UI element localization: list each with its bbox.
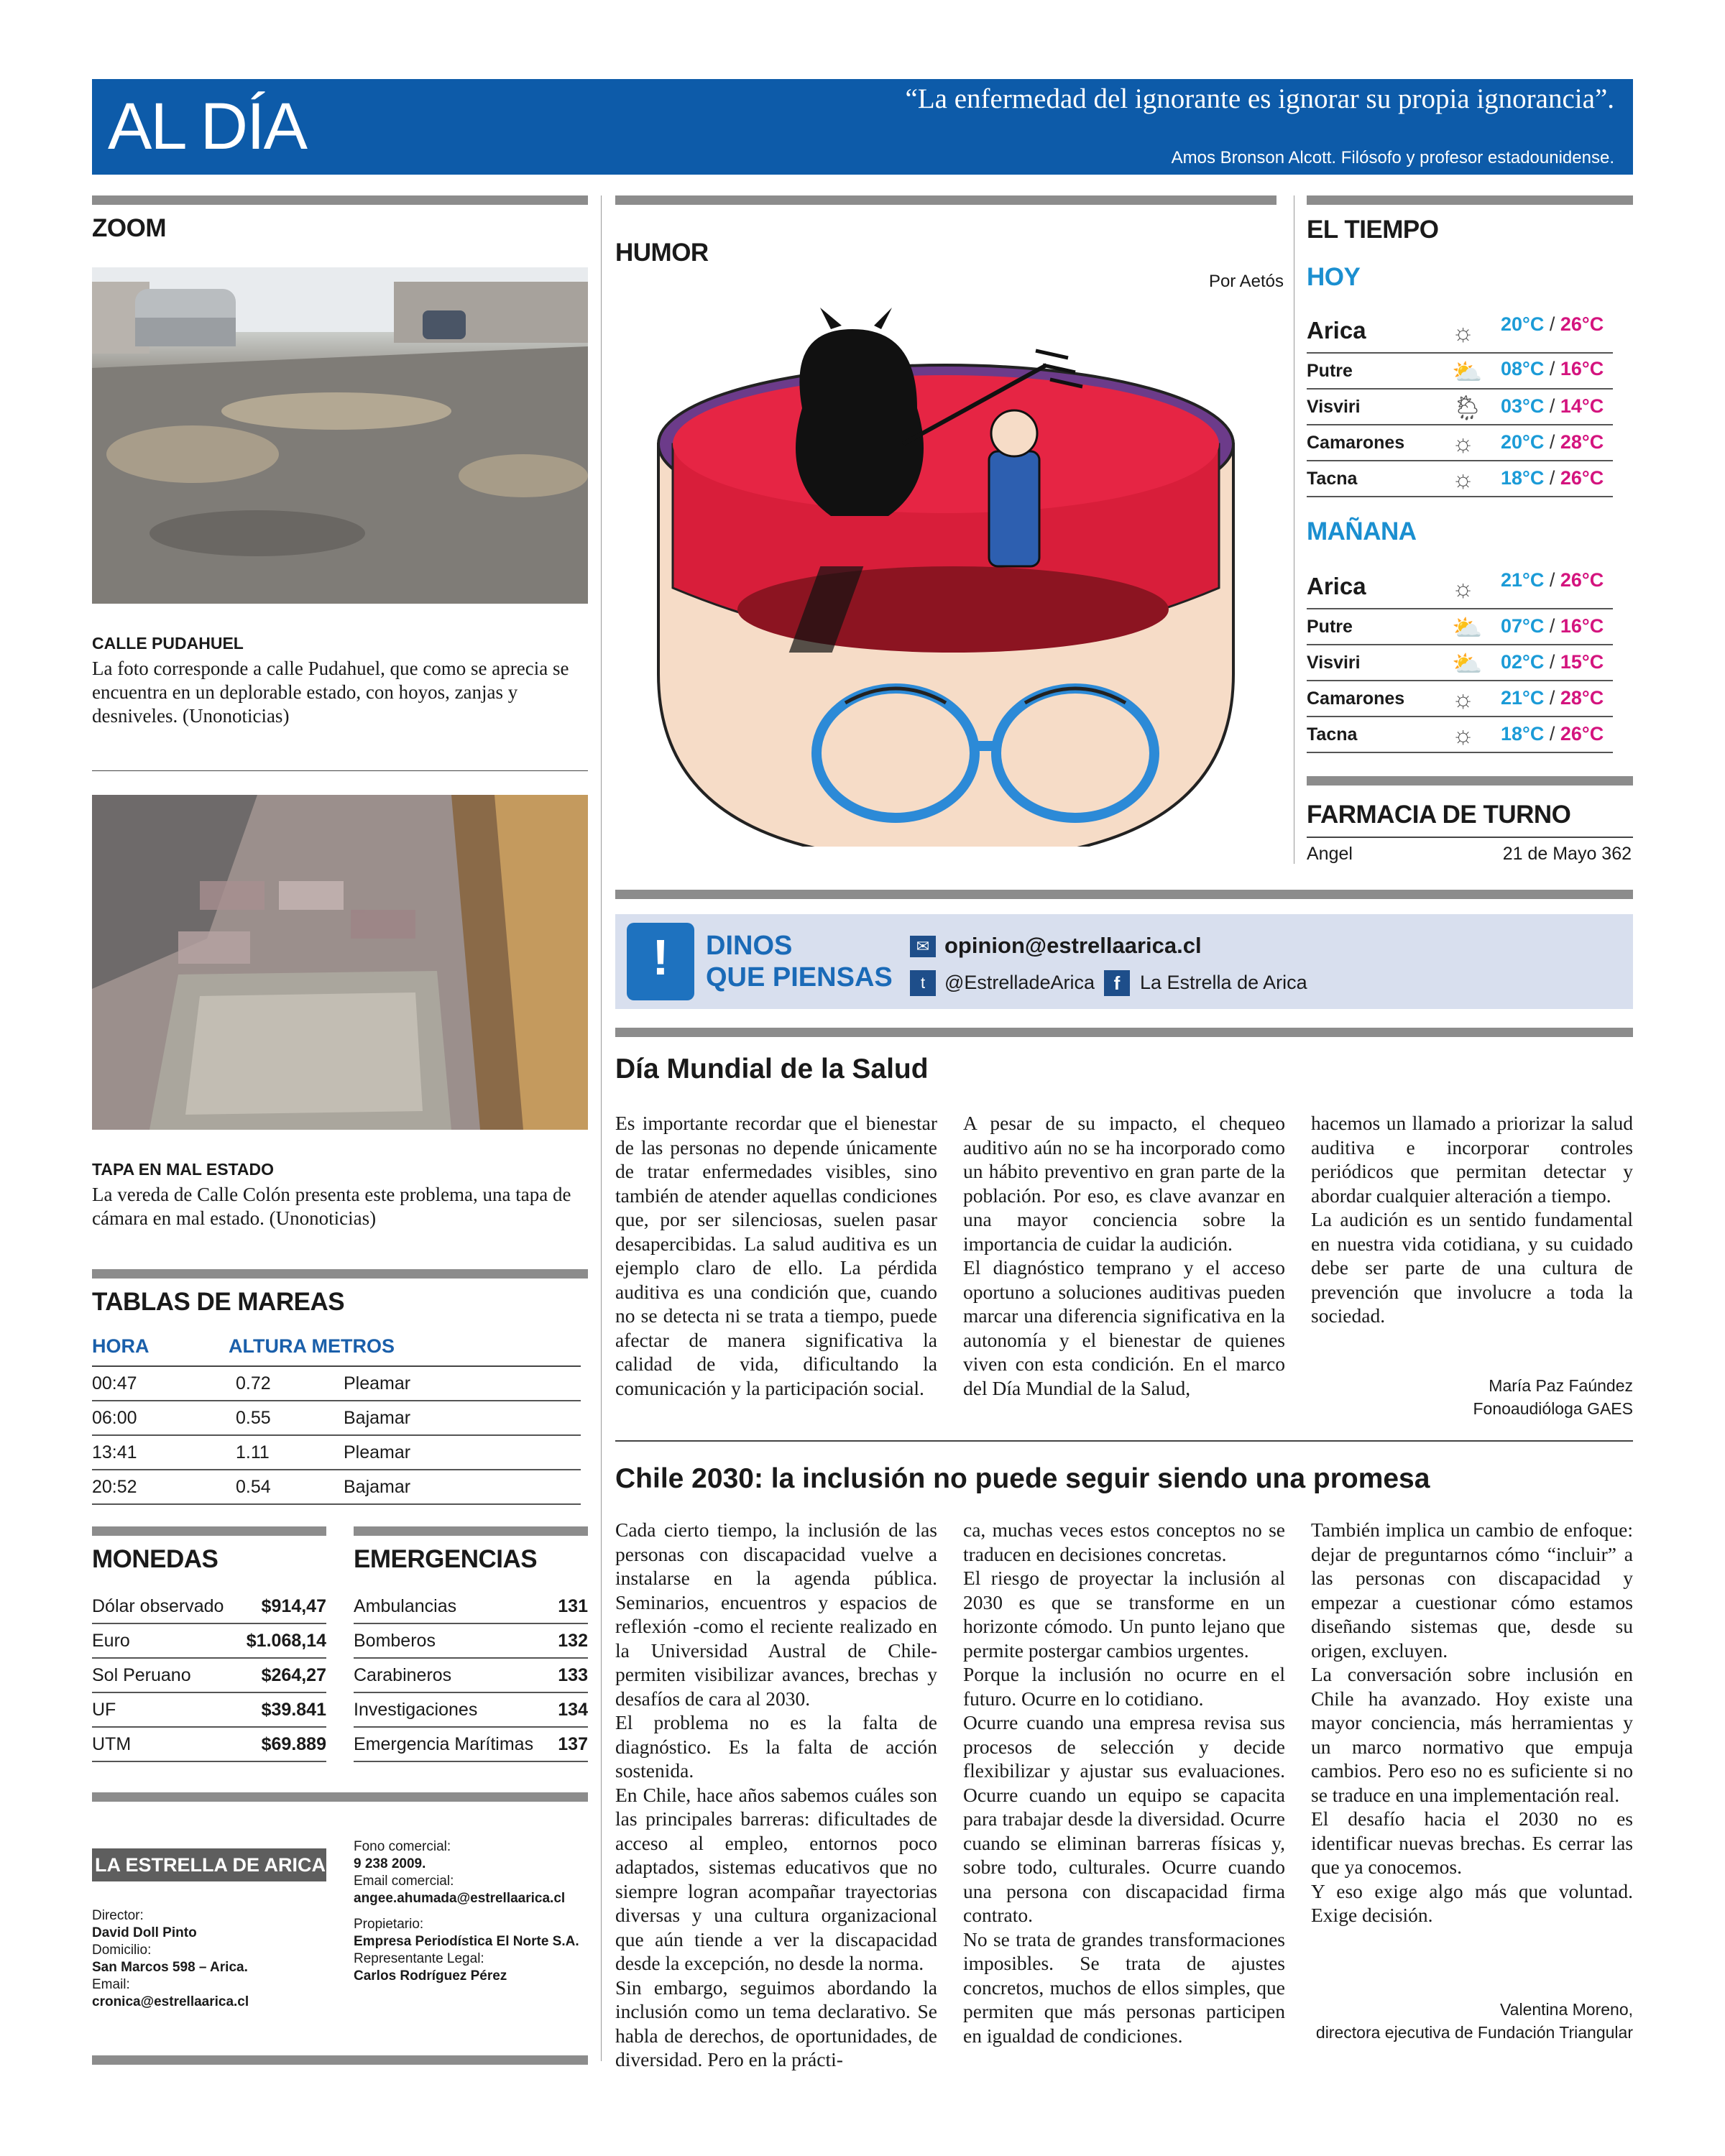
- weather-city: Arica: [1307, 317, 1366, 344]
- weather-city: Camarones: [1307, 432, 1405, 453]
- fono: 9 238 2009.: [354, 1856, 426, 1871]
- divider: [615, 1440, 1633, 1442]
- quote-author: Amos Bronson Alcott. Filósofo y profesor estadounidense.: [1171, 148, 1614, 167]
- weather-city: Arica: [1307, 573, 1366, 599]
- paragraph: También implica un cambio de enfoque: dejar de preguntarnos cómo “incluir” a las personas con discapacidad y empezar a cuestionar cómo estamos diseñando sistemas que, desde su origen, excluyen.: [1311, 1519, 1633, 1662]
- sun-icon: ☼: [1452, 722, 1475, 749]
- weather-city: Camarones: [1307, 688, 1405, 709]
- label: Propietario:: [354, 1917, 424, 1932]
- emergency-number: 137: [558, 1733, 588, 1754]
- currency-name: UF: [92, 1699, 116, 1720]
- partly-cloudy-icon: ⛅: [1452, 359, 1483, 386]
- weather-city: Visviri: [1307, 396, 1361, 417]
- section-title: AL DÍA: [108, 90, 307, 163]
- director: David Doll Pinto: [92, 1925, 197, 1940]
- article-signature: [1311, 1374, 1633, 1420]
- tide-time: 06:00: [92, 1407, 137, 1428]
- sun-icon: ☼: [1452, 319, 1475, 346]
- currency-value: $264,27: [261, 1664, 326, 1685]
- currency-value: $39.841: [261, 1699, 326, 1720]
- emergency-name: Ambulancias: [354, 1595, 457, 1616]
- tide-time: 13:41: [92, 1442, 137, 1462]
- tides-title: TABLAS DE MAREAS: [92, 1288, 345, 1316]
- exclamation-icon: !: [627, 923, 694, 1000]
- paragraph: En Chile, hace años sabemos cuáles son las principales barreras: dificultades de acceso al empleo, entornos poco adaptados, sistemas educativos que no siempre logran acompañar trayectorias diversas y una cultura organizacional que aún tiende a ver la discapacidad desde la excepción, no desde la norma.: [615, 1783, 937, 1974]
- temp-range: 07°C / 16°C: [1501, 615, 1604, 637]
- temp-range: 20°C / 26°C: [1501, 313, 1604, 335]
- tides-col-hora: HORA: [92, 1335, 150, 1357]
- currency-name: Euro: [92, 1630, 130, 1651]
- contact-label-line: DINOS: [706, 931, 793, 961]
- header-quote: “La enfermedad del ignorante es ignorar su propia ignorancia”.: [905, 83, 1614, 114]
- masthead-left: [92, 1907, 329, 2011]
- article-title: Día Mundial de la Salud: [615, 1054, 929, 1084]
- paragraph: Es importante recordar que el bienestar de las personas no depende únicamente de tratar enfermedades visibles, sino también de atender aquellas condiciones que, por ser silenciosas, suelen pasar desapercibidas. La salud auditiva es un ejemplo claro de ello. La pérdida auditiva es una condición que, cuando no se detecta ni se trata a tiempo, puede afectar de manera significativa la calidad de vida, dificultando la comunicación y la participación social.: [615, 1112, 937, 1399]
- emergency-row: [354, 1728, 588, 1762]
- paragraph: Y eso exige algo más que voluntad. Exige decisión.: [1311, 1879, 1633, 1926]
- propietario: Empresa Periodística El Norte S.A.: [354, 1934, 579, 1949]
- temp-range: 21°C / 26°C: [1501, 569, 1604, 591]
- weather-city: Visviri: [1307, 652, 1361, 673]
- weather-title: EL TIEMPO: [1307, 216, 1439, 244]
- article-column: [615, 1518, 937, 2072]
- label: Email:: [92, 1977, 130, 1992]
- article-column: [1311, 1111, 1633, 1328]
- sun-icon: ☼: [1452, 466, 1475, 493]
- author-name: Valentina Moreno,: [1500, 2000, 1633, 2019]
- tide-type: Bajamar: [344, 1407, 411, 1428]
- facebook-icon: f: [1104, 970, 1130, 996]
- contact-twitter[interactable]: @EstrelladeArica: [944, 972, 1095, 993]
- article-title: Chile 2030: la inclusión no puede seguir siendo una promesa: [615, 1463, 1430, 1494]
- humor-title: HUMOR: [615, 239, 709, 267]
- tide-time: 00:47: [92, 1373, 137, 1393]
- label: Representante Legal:: [354, 1951, 484, 1966]
- article-signature: [1311, 1998, 1633, 2044]
- sun-icon: ☼: [1452, 430, 1475, 457]
- emergency-number: 131: [558, 1595, 588, 1616]
- contact-email[interactable]: opinion@estrellaarica.cl: [944, 933, 1202, 958]
- emergencies-title: EMERGENCIAS: [354, 1545, 538, 1573]
- article-column: [963, 1111, 1285, 1400]
- weather-tomorrow-label: MAÑANA: [1307, 517, 1417, 545]
- currency-name: UTM: [92, 1733, 132, 1754]
- currency-value: $1.068,14: [246, 1630, 326, 1651]
- caption-text: La foto corresponde a calle Pudahuel, que como se aprecia se encuentra en un deplorable estado, con hoyos, zanjas y desniveles. (Unonoticias): [92, 658, 569, 727]
- paragraph: La conversación sobre inclusión en Chile ha avanzado. Hoy existe una mayor conciencia, más herramientas y un marco normativo que empuja cambios. Pero eso no es suficiente si no se traduce en una implementación real.: [1311, 1663, 1633, 1806]
- emergency-row: [354, 1659, 588, 1693]
- tide-type: Bajamar: [344, 1476, 411, 1497]
- temp-range: 18°C / 26°C: [1501, 723, 1604, 745]
- divider-bar: [92, 1526, 326, 1536]
- sun-icon: ☼: [1452, 575, 1475, 602]
- paragraph: Porque la inclusión no ocurre en el futuro. Ocurre en lo cotidiano.: [963, 1663, 1285, 1710]
- rain-sun-icon: 🌦︎: [1452, 395, 1484, 422]
- article-column: [963, 1518, 1285, 2047]
- caption-text: La vereda de Calle Colón presenta este problema, una tapa de cámara en mal estado. (Unonoticias): [92, 1184, 571, 1229]
- tide-type: Pleamar: [344, 1373, 411, 1393]
- contact-label: [706, 930, 893, 993]
- emergency-name: Emergencia Marítimas: [354, 1733, 534, 1754]
- tide-height: 0.72: [236, 1373, 271, 1393]
- temp-range: 21°C / 28°C: [1501, 687, 1604, 709]
- emergency-row: [354, 1590, 588, 1624]
- tide-row: [92, 1401, 581, 1436]
- paragraph: El diagnóstico temprano y el acceso oportuno a soluciones auditivas pueden marcar una diferencia significativa en la autonomía y el bienestar de quienes viven con esta condición. En el marco del Día Mundial de la Salud,: [963, 1256, 1285, 1399]
- currency-name: Dólar observado: [92, 1595, 224, 1616]
- tide-row: [92, 1367, 581, 1401]
- paragraph: Ocurre cuando una empresa revisa sus procesos de selección y decide flexibilizar y ajustar sus evaluaciones. Ocurre cuando un equipo se capacita para trabajar desde la diversidad. Ocurre cuando se eliminan barreras físicas y, sobre todo, culturales. Ocurre cuando una persona con discapacidad firma contrato.: [963, 1711, 1285, 1926]
- masthead-right: [354, 1838, 591, 1985]
- tide-row: [92, 1470, 581, 1505]
- pharmacy-name: Angel: [1307, 844, 1353, 864]
- divider-bar: [354, 1526, 588, 1536]
- divider-bar: [92, 1269, 588, 1279]
- paragraph: No se trata de grandes transformaciones imposibles. Se trata de ajustes concretos, muchos de ellos simples, que permiten que más personas participen en igualdad de condiciones.: [963, 1927, 1285, 2047]
- tides-col-altura: ALTURA METROS: [229, 1335, 395, 1357]
- emergency-name: Investigaciones: [354, 1699, 478, 1720]
- emergency-number: 132: [558, 1630, 588, 1651]
- weather-today-label: HOY: [1307, 263, 1361, 291]
- currency-row: [92, 1728, 326, 1762]
- temp-range: 03°C / 14°C: [1501, 395, 1604, 417]
- divider-bar: [1307, 776, 1633, 786]
- photo-tapa-mal-estado: [92, 795, 588, 1130]
- article-column: [615, 1111, 937, 1400]
- tide-row: [92, 1436, 581, 1470]
- temp-range: 18°C / 26°C: [1501, 467, 1604, 489]
- currency-row: [92, 1693, 326, 1728]
- logo-text: LA ESTRELLA DE: [95, 1854, 264, 1876]
- label: Domicilio:: [92, 1943, 152, 1958]
- weather-city: Tacna: [1307, 724, 1358, 745]
- weather-city: Putre: [1307, 360, 1353, 381]
- tide-height: 0.55: [236, 1407, 271, 1428]
- currencies-title: MONEDAS: [92, 1545, 218, 1573]
- logo-text: ARICA: [264, 1854, 326, 1876]
- currency-value: $69.889: [261, 1733, 326, 1754]
- representante: Carlos Rodríguez Pérez: [354, 1968, 507, 1984]
- paragraph: Sin embargo, seguimos abordando la inclusión como un tema declarativo. Se habla de derechos, de oportunidades, de diversidad. Pero en la prácti-: [615, 1976, 937, 2070]
- label: Email comercial:: [354, 1874, 454, 1889]
- contact-label-line: QUE PIENSAS: [706, 962, 893, 992]
- caption-heading: CALLE PUDAHUEL: [92, 634, 244, 653]
- paragraph: Cada cierto tiempo, la inclusión de las personas con discapacidad vuelve a instalarse en la agenda pública. Seminarios, encuentros y espacios de reflexión -como el reciente realizado en la Universidad Austral de Chile- permiten visibilizar avances, brechas y desafíos de cara al 2030.: [615, 1519, 937, 1710]
- zoom-title: ZOOM: [92, 214, 166, 242]
- currency-value: $914,47: [261, 1595, 326, 1616]
- email-comercial: angee.ahumada@estrellaarica.cl: [354, 1891, 566, 1906]
- divider-bar: [615, 890, 1633, 899]
- emergency-number: 134: [558, 1699, 588, 1720]
- humor-cartoon: [615, 300, 1276, 847]
- contact-facebook[interactable]: La Estrella de Arica: [1140, 972, 1307, 993]
- contact-banner: [615, 914, 1633, 1009]
- author-role: Fonoaudióloga GAES: [1473, 1399, 1633, 1418]
- currency-row: [92, 1624, 326, 1659]
- article-column: [1311, 1518, 1633, 1927]
- twitter-icon: t: [910, 970, 936, 996]
- paragraph: A pesar de su impacto, el chequeo auditivo aún no se ha incorporado como un hábito preventivo en gran parte de la población. Por eso, es clave avanzar en una mayor conciencia sobre la importancia de cuidar la audición.: [963, 1112, 1285, 1255]
- temp-range: 02°C / 15°C: [1501, 651, 1604, 673]
- paragraph: El problema no es la falta de diagnóstico. Es la falta de acción sostenida.: [615, 1711, 937, 1782]
- partly-cloudy-icon: ⛅: [1452, 614, 1483, 642]
- temp-range: 20°C / 28°C: [1501, 431, 1604, 453]
- divider: [92, 770, 588, 771]
- divider-bar: [92, 1792, 588, 1802]
- emergency-name: Bomberos: [354, 1630, 436, 1651]
- paragraph: La audición es un sentido fundamental en nuestra vida cotidiana, y su cuidado debe ser parte de una cultura de prevención que involucre a toda la sociedad.: [1311, 1208, 1633, 1327]
- currency-name: Sol Peruano: [92, 1664, 191, 1685]
- photo-calle-pudahuel: [92, 267, 588, 604]
- label: Fono comercial:: [354, 1839, 451, 1854]
- email-icon: ✉: [910, 936, 936, 957]
- emergency-number: 133: [558, 1664, 588, 1685]
- currency-row: [92, 1590, 326, 1624]
- divider: [1307, 837, 1633, 838]
- temp-range: 08°C / 16°C: [1501, 358, 1604, 379]
- divider-bar: [1307, 195, 1633, 205]
- paragraph: ca, muchas veces estos conceptos no se traducen en decisiones concretas.: [963, 1519, 1285, 1565]
- tide-height: 1.11: [236, 1442, 270, 1462]
- tide-type: Pleamar: [344, 1442, 411, 1462]
- tide-height: 0.54: [236, 1476, 271, 1497]
- author-role: directora ejecutiva de Fundación Triangular: [1315, 2023, 1633, 2042]
- emergency-row: [354, 1693, 588, 1728]
- caption-heading: TAPA EN MAL ESTADO: [92, 1160, 274, 1179]
- column-rule: [601, 195, 602, 2061]
- paragraph: El riesgo de proyectar la inclusión al 2030 es que se transforme en un horizonte cómodo. Un punto lejano que permite postergar cambios urgentes.: [963, 1567, 1285, 1662]
- domicilio: San Marcos 598 – Arica.: [92, 1960, 248, 1975]
- pharmacy-title: FARMACIA DE TURNO: [1307, 801, 1571, 829]
- divider-bar: [92, 2055, 588, 2065]
- emergency-name: Carabineros: [354, 1664, 452, 1685]
- author-name: María Paz Faúndez: [1489, 1376, 1633, 1395]
- weather-city: Putre: [1307, 616, 1353, 637]
- email: cronica@estrellaarica.cl: [92, 1994, 249, 2009]
- partly-cloudy-icon: ⛅: [1452, 650, 1483, 678]
- emergency-row: [354, 1624, 588, 1659]
- divider-bar: [615, 1028, 1633, 1037]
- paragraph: hacemos un llamado a priorizar la salud auditiva e incorporar controles periódicos que permitan detectar y abordar cualquier alteración a tiempo.: [1311, 1112, 1633, 1207]
- cartoon-credit: Por Aetós: [1208, 272, 1284, 291]
- currency-row: [92, 1659, 326, 1693]
- sun-icon: ☼: [1452, 686, 1475, 713]
- paragraph: El desafío hacia el 2030 no es identificar nuevas brechas. Es cerrar las que ya conocemos.: [1311, 1807, 1633, 1878]
- divider-bar: [92, 195, 588, 205]
- newspaper-logo: [92, 1848, 326, 1881]
- weather-city: Tacna: [1307, 468, 1358, 489]
- section-header: [92, 79, 1633, 175]
- label: Director:: [92, 1908, 144, 1923]
- pharmacy-address: 21 de Mayo 362: [1502, 844, 1632, 864]
- tide-time: 20:52: [92, 1476, 137, 1497]
- divider-bar: [615, 195, 1276, 205]
